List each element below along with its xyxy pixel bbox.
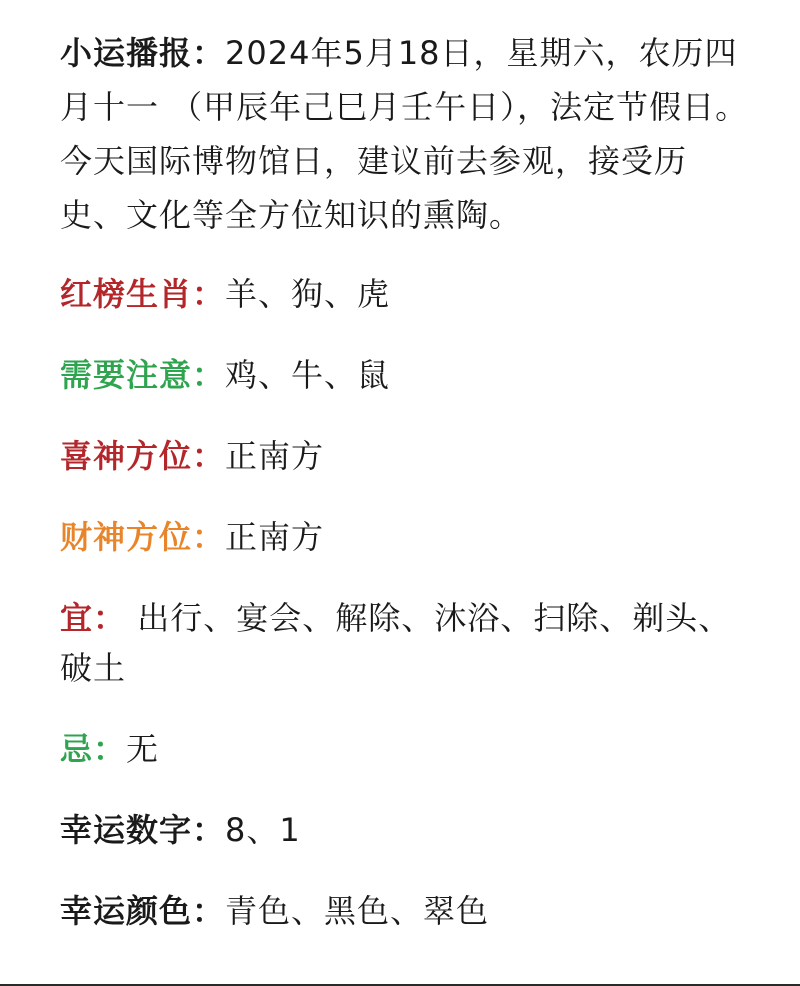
caution-zodiac-row <box>60 350 750 400</box>
wealth-god-direction-value: 正南方 <box>225 518 325 556</box>
caution-zodiac-value: 鸡、牛、鼠 <box>225 356 391 394</box>
lucky-number-row <box>60 805 750 855</box>
wealth-god-direction-label: 财神方位： <box>60 518 226 556</box>
avoid-value: 无 <box>126 730 160 768</box>
lucky-zodiac-row <box>60 269 750 319</box>
joy-god-direction-row <box>60 431 750 481</box>
daily-report-label: 小运播报： <box>60 34 226 72</box>
avoid-row <box>60 724 750 774</box>
lucky-color-row <box>60 886 750 936</box>
daily-report-text: 2024年5月18日，星期六，农历四月十一 （甲辰年己巳月壬午日），法定节假日。今天国际博物馆日，建议前去参观，接受历史、文化等全方位知识的熏陶。 <box>60 34 749 234</box>
suitable-value: 出行、宴会、解除、沐浴、扫除、剃头、破土 <box>60 599 732 687</box>
wealth-god-direction-row <box>60 512 750 562</box>
suitable-row <box>60 593 750 693</box>
daily-report-paragraph <box>60 26 750 242</box>
avoid-label: 忌： <box>60 730 127 768</box>
lucky-color-label: 幸运颜色： <box>60 892 226 930</box>
lucky-number-label: 幸运数字： <box>60 811 226 849</box>
lucky-zodiac-value: 羊、狗、虎 <box>225 275 391 313</box>
lucky-color-value: 青色、黑色、翠色 <box>225 892 490 930</box>
caution-zodiac-label: 需要注意： <box>60 356 226 394</box>
suitable-label: 宜： <box>60 599 127 637</box>
joy-god-direction-label: 喜神方位： <box>60 437 226 475</box>
joy-god-direction-value: 正南方 <box>225 437 325 475</box>
article-content <box>60 26 750 936</box>
lucky-number-value: 8、1 <box>225 811 301 849</box>
lucky-zodiac-label: 红榜生肖： <box>60 275 226 313</box>
